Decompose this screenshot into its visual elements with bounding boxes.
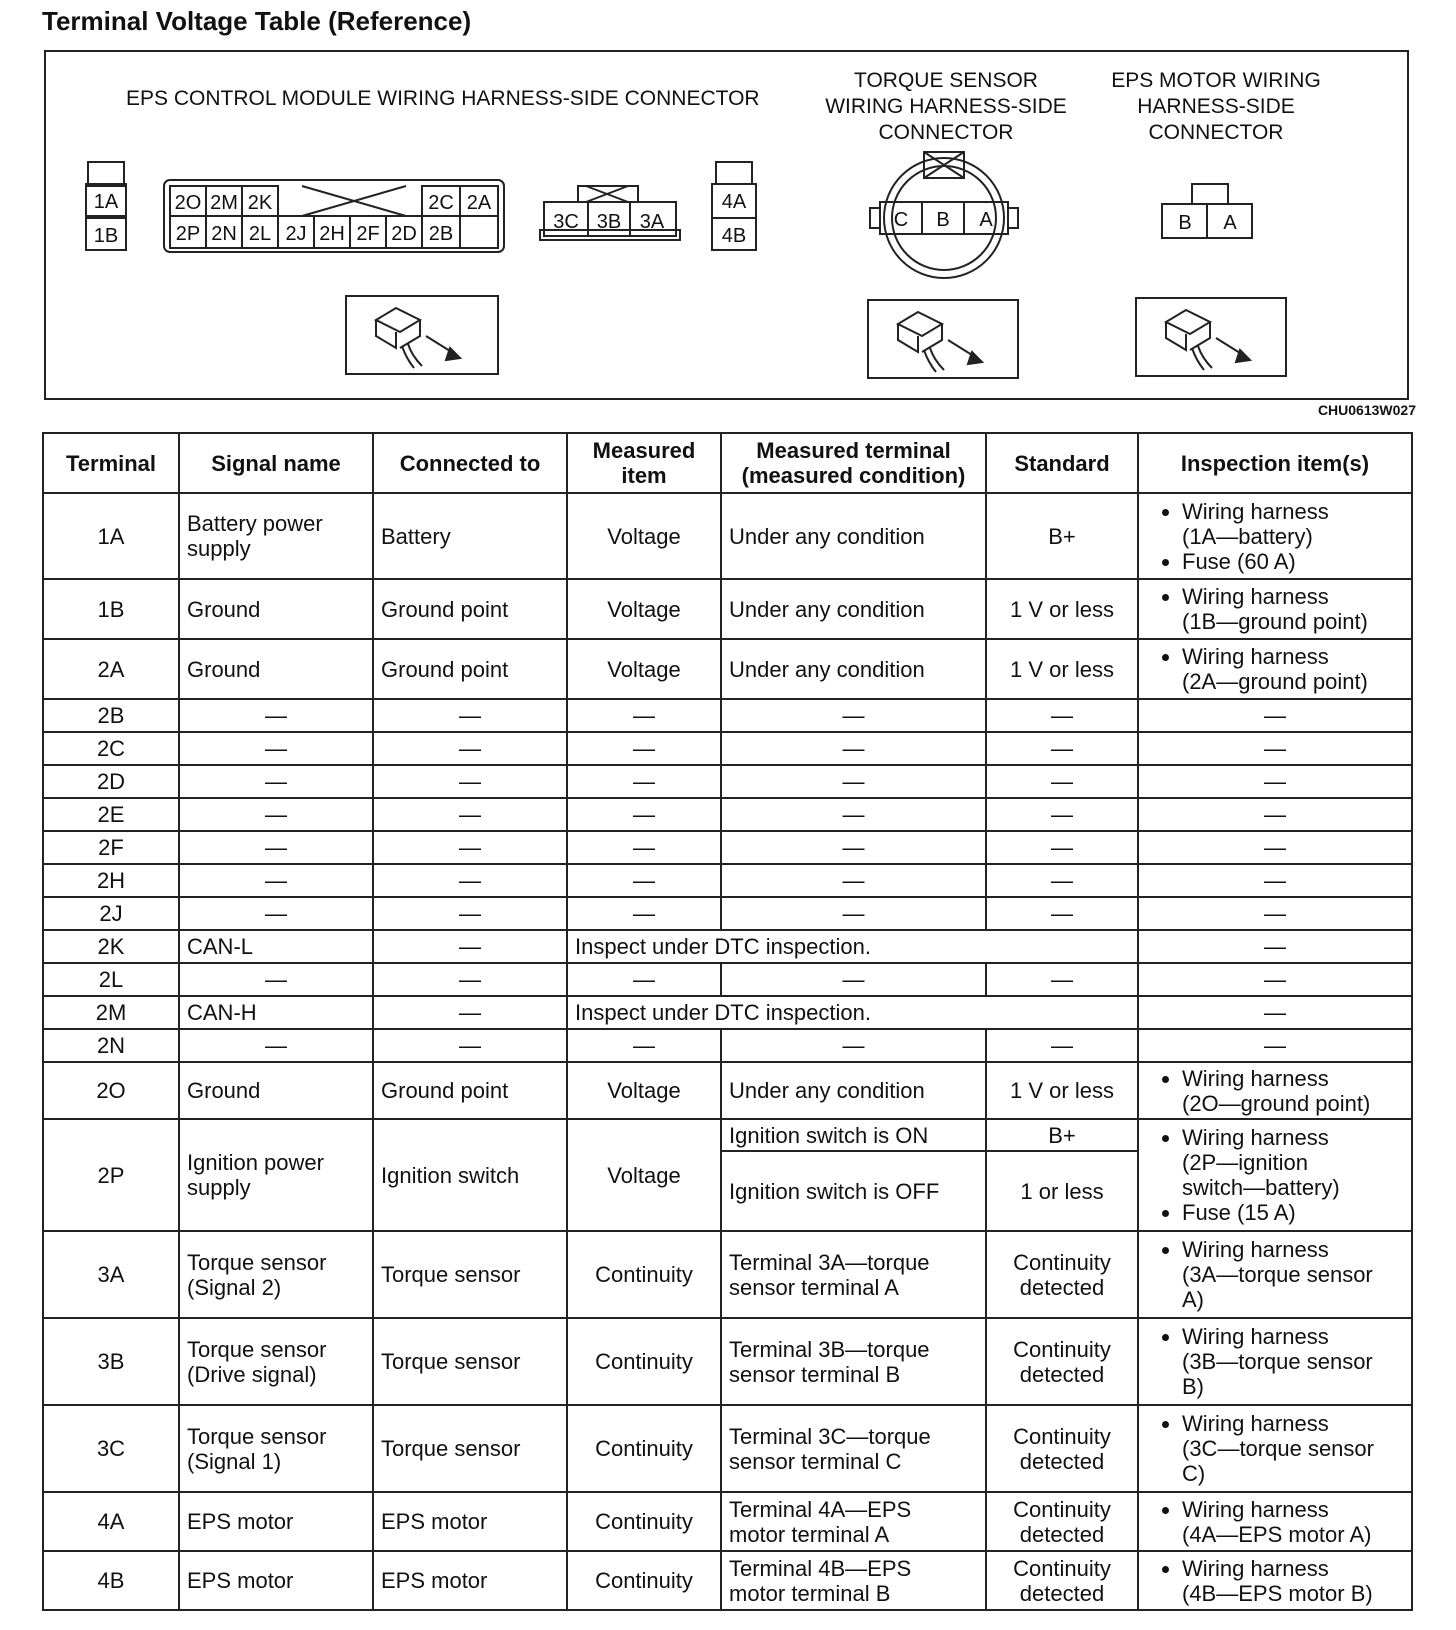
cell-connected-to: EPS motor xyxy=(373,1551,567,1610)
cell-terminal: 1A xyxy=(43,493,179,579)
cell-empty: — xyxy=(179,732,373,765)
header-line: (measured condition) xyxy=(741,463,966,488)
text-line: Torque sensor xyxy=(187,1336,327,1362)
cell-connected-to: Ground point xyxy=(373,579,567,639)
pin-label: 3C xyxy=(553,211,579,233)
inspection-item xyxy=(1182,1497,1404,1547)
header-measured-condition xyxy=(721,433,986,493)
pin-label: 2D xyxy=(391,223,417,245)
cell-empty: — xyxy=(1138,996,1412,1029)
cell-measured-item: Continuity xyxy=(567,1231,721,1318)
terminal-voltage-table xyxy=(42,432,1413,1611)
pin-label: 1B xyxy=(93,225,119,247)
header-connected-to: Connected to xyxy=(373,433,567,493)
connector-4 xyxy=(712,162,756,250)
title-line: EPS MOTOR WIRING xyxy=(1111,69,1321,92)
text-line: Wiring harness xyxy=(1182,1411,1329,1436)
cell-terminal: 2O xyxy=(43,1062,179,1119)
inspection-item xyxy=(1182,1125,1404,1200)
cell-empty: — xyxy=(179,798,373,831)
cell-signal-name xyxy=(179,1119,373,1231)
cell-inspection xyxy=(1138,1551,1412,1610)
text-line: sensor terminal C xyxy=(729,1448,902,1474)
cell-connected-to: Ground point xyxy=(373,639,567,699)
cell-terminal: 3B xyxy=(43,1318,179,1405)
text-line: Wiring harness xyxy=(1182,498,1329,524)
cell-empty: — xyxy=(986,765,1138,798)
header-standard: Standard xyxy=(986,433,1138,493)
cell-empty: — xyxy=(721,699,986,732)
page-title: Terminal Voltage Table (Reference) xyxy=(42,6,472,36)
text-line: detected xyxy=(1019,1361,1105,1387)
cell-terminal: 2A xyxy=(43,639,179,699)
cell-standard: B+ xyxy=(986,1119,1138,1151)
cell-empty: — xyxy=(1138,831,1412,864)
cell-measured-item: Voltage xyxy=(567,1062,721,1119)
cell-signal-name xyxy=(179,1405,373,1492)
header-line: item xyxy=(621,463,667,488)
header-inspection-items: Inspection item(s) xyxy=(1138,433,1412,493)
cell-signal-name xyxy=(179,493,373,579)
table-row xyxy=(43,493,1412,579)
text-line: Torque sensor xyxy=(187,1423,327,1449)
cell-empty: — xyxy=(1138,765,1412,798)
text-line: Terminal 3C—torque xyxy=(729,1423,931,1449)
cell-inspection xyxy=(1138,579,1412,639)
table-row xyxy=(43,798,1412,831)
cell-terminal: 2E xyxy=(43,798,179,831)
pin-label: 3B xyxy=(596,211,622,233)
cell-connected-to: Ground point xyxy=(373,1062,567,1119)
cell-terminal: 2D xyxy=(43,765,179,798)
cell-inspection xyxy=(1138,1231,1412,1318)
cell-measured-item: Voltage xyxy=(567,639,721,699)
view-direction-icon xyxy=(1136,298,1286,376)
cell-condition: Ignition switch is OFF xyxy=(721,1151,986,1231)
cell-empty: — xyxy=(373,930,567,963)
cell-measured-item: Voltage xyxy=(567,493,721,579)
text-line: Continuity xyxy=(1013,1423,1111,1449)
cell-signal-name xyxy=(179,1231,373,1318)
cell-empty: — xyxy=(721,732,986,765)
cell-inspection xyxy=(1138,639,1412,699)
cell-empty: — xyxy=(179,1029,373,1062)
cell-condition xyxy=(721,1318,986,1405)
cell-terminal: 4A xyxy=(43,1492,179,1551)
cell-measured-item: Continuity xyxy=(567,1318,721,1405)
cell-signal-name: CAN-L xyxy=(179,930,373,963)
cell-connected-to: Battery xyxy=(373,493,567,579)
text-line: (2A—ground point) xyxy=(1182,669,1368,694)
pin-label: 2C xyxy=(428,192,454,214)
cell-empty: — xyxy=(1138,897,1412,930)
cell-standard xyxy=(986,1551,1138,1610)
cell-empty: — xyxy=(373,996,567,1029)
cell-signal-name: Ground xyxy=(179,639,373,699)
cell-signal-name: Ground xyxy=(179,1062,373,1119)
text-line: Wiring harness xyxy=(1182,1065,1329,1091)
cell-empty: — xyxy=(373,732,567,765)
cell-measured-item: Voltage xyxy=(567,579,721,639)
cell-standard: 1 V or less xyxy=(986,579,1138,639)
inspection-item xyxy=(1182,549,1404,574)
table-row xyxy=(43,765,1412,798)
text-line: switch—battery) xyxy=(1182,1175,1340,1200)
cell-measured-item: Voltage xyxy=(567,1119,721,1231)
cell-signal-name: CAN-H xyxy=(179,996,373,1029)
text-line: (4B—EPS motor B) xyxy=(1182,1580,1373,1606)
cell-measured-item: Continuity xyxy=(567,1492,721,1551)
pin-label: 2N xyxy=(211,223,237,245)
pin-label: B xyxy=(936,209,950,231)
text-line: B) xyxy=(1182,1374,1204,1399)
connector-1 xyxy=(86,162,126,250)
cell-terminal: 1B xyxy=(43,579,179,639)
cell-empty: — xyxy=(373,831,567,864)
pin-label: C xyxy=(893,209,909,231)
connector-2 xyxy=(164,180,504,252)
cell-empty: — xyxy=(373,864,567,897)
cell-empty: — xyxy=(986,798,1138,831)
cell-empty: — xyxy=(721,864,986,897)
cell-terminal: 2M xyxy=(43,996,179,1029)
text-line: Wiring harness xyxy=(1182,1237,1329,1262)
cell-connected-to: Torque sensor xyxy=(373,1231,567,1318)
cell-condition: Under any condition xyxy=(721,579,986,639)
text-line: Wiring harness xyxy=(1182,1496,1329,1522)
text-line: Continuity xyxy=(1013,1496,1111,1522)
eps-motor-connector xyxy=(1162,184,1252,238)
text-line: Terminal 3A—torque xyxy=(729,1249,930,1275)
text-line: Torque sensor xyxy=(187,1249,327,1275)
text-line: Continuity xyxy=(1013,1249,1111,1275)
cell-note: Inspect under DTC inspection. xyxy=(567,996,1138,1029)
cell-empty: — xyxy=(567,897,721,930)
cell-standard: B+ xyxy=(986,493,1138,579)
table-row xyxy=(43,732,1412,765)
cell-empty: — xyxy=(179,897,373,930)
title-line: TORQUE SENSOR xyxy=(854,69,1038,92)
cell-empty: — xyxy=(567,699,721,732)
cell-connected-to: Torque sensor xyxy=(373,1318,567,1405)
title-line: CONNECTOR xyxy=(1148,121,1284,144)
cell-measured-item: Continuity xyxy=(567,1551,721,1610)
cell-empty: — xyxy=(567,864,721,897)
text-line: Wiring harness xyxy=(1182,1125,1329,1150)
cell-note: Inspect under DTC inspection. xyxy=(567,930,1138,963)
cell-condition: Under any condition xyxy=(721,1062,986,1119)
inspection-item xyxy=(1182,1324,1404,1399)
table-row xyxy=(43,639,1412,699)
cell-condition: Under any condition xyxy=(721,493,986,579)
text-line: (3A—torque sensor xyxy=(1182,1262,1373,1287)
cell-empty: — xyxy=(373,963,567,996)
table-row xyxy=(43,897,1412,930)
cell-empty: — xyxy=(567,831,721,864)
cell-standard xyxy=(986,1405,1138,1492)
cell-empty: — xyxy=(721,963,986,996)
text-line: (2P—ignition xyxy=(1182,1150,1308,1175)
header-line: Measured xyxy=(592,438,696,463)
cell-standard xyxy=(986,1318,1138,1405)
cell-empty: — xyxy=(986,897,1138,930)
text-line: (4A—EPS motor A) xyxy=(1182,1521,1372,1547)
text-line: Fuse (60 A) xyxy=(1182,548,1296,574)
inspection-item xyxy=(1182,1556,1404,1606)
table-row xyxy=(43,864,1412,897)
text-line: detected xyxy=(1019,1580,1105,1606)
cell-condition xyxy=(721,1231,986,1318)
view-direction-icon xyxy=(346,296,498,374)
cell-empty: — xyxy=(373,699,567,732)
inspection-item xyxy=(1182,1411,1404,1486)
pin-label: 2B xyxy=(428,223,454,245)
text-line: C) xyxy=(1182,1461,1206,1486)
figure-code: CHU0613W027 xyxy=(1317,402,1416,418)
cell-empty: — xyxy=(567,732,721,765)
text-line: A) xyxy=(1182,1287,1204,1312)
text-line: (Signal 1) xyxy=(187,1448,282,1474)
text-line: detected xyxy=(1019,1448,1105,1474)
text-line: Continuity xyxy=(1013,1336,1111,1362)
cell-empty: — xyxy=(986,864,1138,897)
cell-signal-name: EPS motor xyxy=(179,1492,373,1551)
table-row xyxy=(43,1119,1412,1151)
cell-empty: — xyxy=(567,765,721,798)
cell-empty: — xyxy=(1138,864,1412,897)
cell-standard: 1 V or less xyxy=(986,1062,1138,1119)
text-line: Battery power xyxy=(187,511,323,536)
text-line: Terminal 3B—torque xyxy=(729,1336,930,1362)
pin-label: 2H xyxy=(319,223,345,245)
pin-label: 2L xyxy=(248,223,272,245)
text-line: detected xyxy=(1019,1521,1105,1547)
cell-terminal: 2K xyxy=(43,930,179,963)
pin-label: B xyxy=(1178,212,1192,234)
table-row xyxy=(43,1062,1412,1119)
cell-empty: — xyxy=(179,864,373,897)
cell-empty: — xyxy=(1138,732,1412,765)
cell-empty: — xyxy=(567,798,721,831)
header-measured-item xyxy=(567,433,721,493)
table-row xyxy=(43,579,1412,639)
cell-terminal: 2F xyxy=(43,831,179,864)
cell-measured-item: Continuity xyxy=(567,1405,721,1492)
text-line: Wiring harness xyxy=(1182,644,1329,669)
cell-empty: — xyxy=(179,831,373,864)
text-line: Wiring harness xyxy=(1182,1324,1329,1349)
pin-label: 1A xyxy=(93,191,119,213)
cell-connected-to: Torque sensor xyxy=(373,1405,567,1492)
inspection-item xyxy=(1182,1066,1404,1116)
cell-terminal: 3A xyxy=(43,1231,179,1318)
text-line: (1A—battery) xyxy=(1182,523,1313,549)
text-line: Terminal 4B—EPS xyxy=(729,1555,912,1581)
pin-label: 2A xyxy=(466,192,492,214)
cell-terminal: 4B xyxy=(43,1551,179,1610)
cell-connected-to: Ignition switch xyxy=(373,1119,567,1231)
cell-inspection xyxy=(1138,1119,1412,1231)
pin-label: 2M xyxy=(210,192,238,214)
text-line: sensor terminal A xyxy=(729,1274,899,1300)
text-line: supply xyxy=(187,1175,251,1200)
cell-condition xyxy=(721,1405,986,1492)
table-row xyxy=(43,831,1412,864)
cell-empty: — xyxy=(567,963,721,996)
pin-label: 2J xyxy=(285,223,307,245)
cell-empty: — xyxy=(179,963,373,996)
pin-label: 4A xyxy=(721,191,747,213)
cell-terminal: 2B xyxy=(43,699,179,732)
cell-empty: — xyxy=(986,732,1138,765)
cell-condition: Ignition switch is ON xyxy=(721,1119,986,1151)
text-line: (Signal 2) xyxy=(187,1274,282,1300)
table-row xyxy=(43,1029,1412,1062)
pin-label: A xyxy=(1223,212,1237,234)
pin-label: 4B xyxy=(721,225,747,247)
pin-label: 2P xyxy=(175,223,201,245)
connector-3 xyxy=(540,186,680,240)
cell-empty: — xyxy=(567,1029,721,1062)
cell-terminal: 2J xyxy=(43,897,179,930)
view-direction-icon xyxy=(868,300,1018,378)
cell-empty: — xyxy=(721,798,986,831)
connector-drawings xyxy=(46,52,1407,398)
pin-label: 2O xyxy=(174,192,202,214)
text-line: Fuse (15 A) xyxy=(1182,1200,1296,1225)
text-line: Continuity xyxy=(1013,1555,1111,1581)
text-line: sensor terminal B xyxy=(729,1361,901,1387)
cell-terminal: 3C xyxy=(43,1405,179,1492)
pin-label: 2K xyxy=(247,192,273,214)
cell-empty: — xyxy=(373,798,567,831)
cell-empty: — xyxy=(721,897,986,930)
text-line: (1B—ground point) xyxy=(1182,609,1368,634)
text-line: motor terminal A xyxy=(729,1521,890,1547)
text-line: (2O—ground point) xyxy=(1182,1090,1371,1116)
cell-terminal: 2L xyxy=(43,963,179,996)
torque-sensor-connector xyxy=(870,152,1018,278)
cell-empty: — xyxy=(1138,699,1412,732)
cell-connected-to: EPS motor xyxy=(373,1492,567,1551)
eps-module-connector-title: EPS CONTROL MODULE WIRING HARNESS-SIDE CONNECTOR xyxy=(126,87,760,110)
cell-inspection xyxy=(1138,1405,1412,1492)
cell-terminal: 2N xyxy=(43,1029,179,1062)
pin-label: A xyxy=(979,209,993,231)
inspection-item xyxy=(1182,1200,1404,1225)
cell-signal-name: EPS motor xyxy=(179,1551,373,1610)
table-header-row xyxy=(43,433,1412,493)
connector-diagram xyxy=(44,50,1409,400)
cell-signal-name xyxy=(179,1318,373,1405)
table-row xyxy=(43,1551,1412,1610)
table-row xyxy=(43,1231,1412,1318)
cell-condition xyxy=(721,1492,986,1551)
text-line: (3C—torque sensor xyxy=(1182,1436,1374,1461)
cell-terminal: 2H xyxy=(43,864,179,897)
table-row xyxy=(43,699,1412,732)
text-line: (Drive signal) xyxy=(187,1361,317,1387)
cell-standard xyxy=(986,1231,1138,1318)
text-line: detected xyxy=(1019,1274,1105,1300)
cell-empty: — xyxy=(373,897,567,930)
cell-inspection xyxy=(1138,1318,1412,1405)
table-row xyxy=(43,930,1412,963)
cell-standard xyxy=(986,1492,1138,1551)
title-line: CONNECTOR xyxy=(878,121,1014,144)
cell-condition xyxy=(721,1551,986,1610)
inspection-item xyxy=(1182,1237,1404,1312)
cell-standard: 1 or less xyxy=(986,1151,1138,1231)
cell-empty: — xyxy=(373,1029,567,1062)
pin-label: 3A xyxy=(639,211,665,233)
cell-condition: Under any condition xyxy=(721,639,986,699)
inspection-item xyxy=(1182,644,1404,694)
header-terminal: Terminal xyxy=(43,433,179,493)
cell-empty: — xyxy=(986,699,1138,732)
table-row xyxy=(43,1318,1412,1405)
inspection-item xyxy=(1182,499,1404,549)
cell-empty: — xyxy=(179,699,373,732)
cell-inspection xyxy=(1138,493,1412,579)
cell-inspection xyxy=(1138,1492,1412,1551)
table-row xyxy=(43,996,1412,1029)
title-line: WIRING HARNESS-SIDE xyxy=(825,95,1067,118)
cell-empty: — xyxy=(986,1029,1138,1062)
text-line: (3B—torque sensor xyxy=(1182,1349,1373,1374)
cell-empty: — xyxy=(1138,1029,1412,1062)
table-row xyxy=(43,963,1412,996)
text-line: Ignition power xyxy=(187,1150,324,1175)
cell-signal-name: Ground xyxy=(179,579,373,639)
header-signal-name: Signal name xyxy=(179,433,373,493)
cell-empty: — xyxy=(179,765,373,798)
cell-empty: — xyxy=(986,963,1138,996)
cell-standard: 1 V or less xyxy=(986,639,1138,699)
cell-inspection xyxy=(1138,1062,1412,1119)
title-line: HARNESS-SIDE xyxy=(1137,95,1295,118)
table-row xyxy=(43,1405,1412,1492)
cell-terminal: 2P xyxy=(43,1119,179,1231)
table-row xyxy=(43,1492,1412,1551)
text-line: supply xyxy=(187,536,251,561)
text-line: motor terminal B xyxy=(729,1580,891,1606)
text-line: Wiring harness xyxy=(1182,584,1329,609)
text-line: Wiring harness xyxy=(1182,1555,1329,1581)
header-line: Measured terminal xyxy=(756,438,951,463)
inspection-item xyxy=(1182,584,1404,634)
cell-empty: — xyxy=(1138,798,1412,831)
cell-empty: — xyxy=(1138,963,1412,996)
cell-empty: — xyxy=(721,765,986,798)
pin-label: 2F xyxy=(356,223,380,245)
cell-terminal: 2C xyxy=(43,732,179,765)
cell-empty: — xyxy=(721,1029,986,1062)
cell-empty: — xyxy=(986,831,1138,864)
cell-empty: — xyxy=(373,765,567,798)
cell-empty: — xyxy=(721,831,986,864)
cell-empty: — xyxy=(1138,930,1412,963)
text-line: Terminal 4A—EPS xyxy=(729,1496,912,1522)
